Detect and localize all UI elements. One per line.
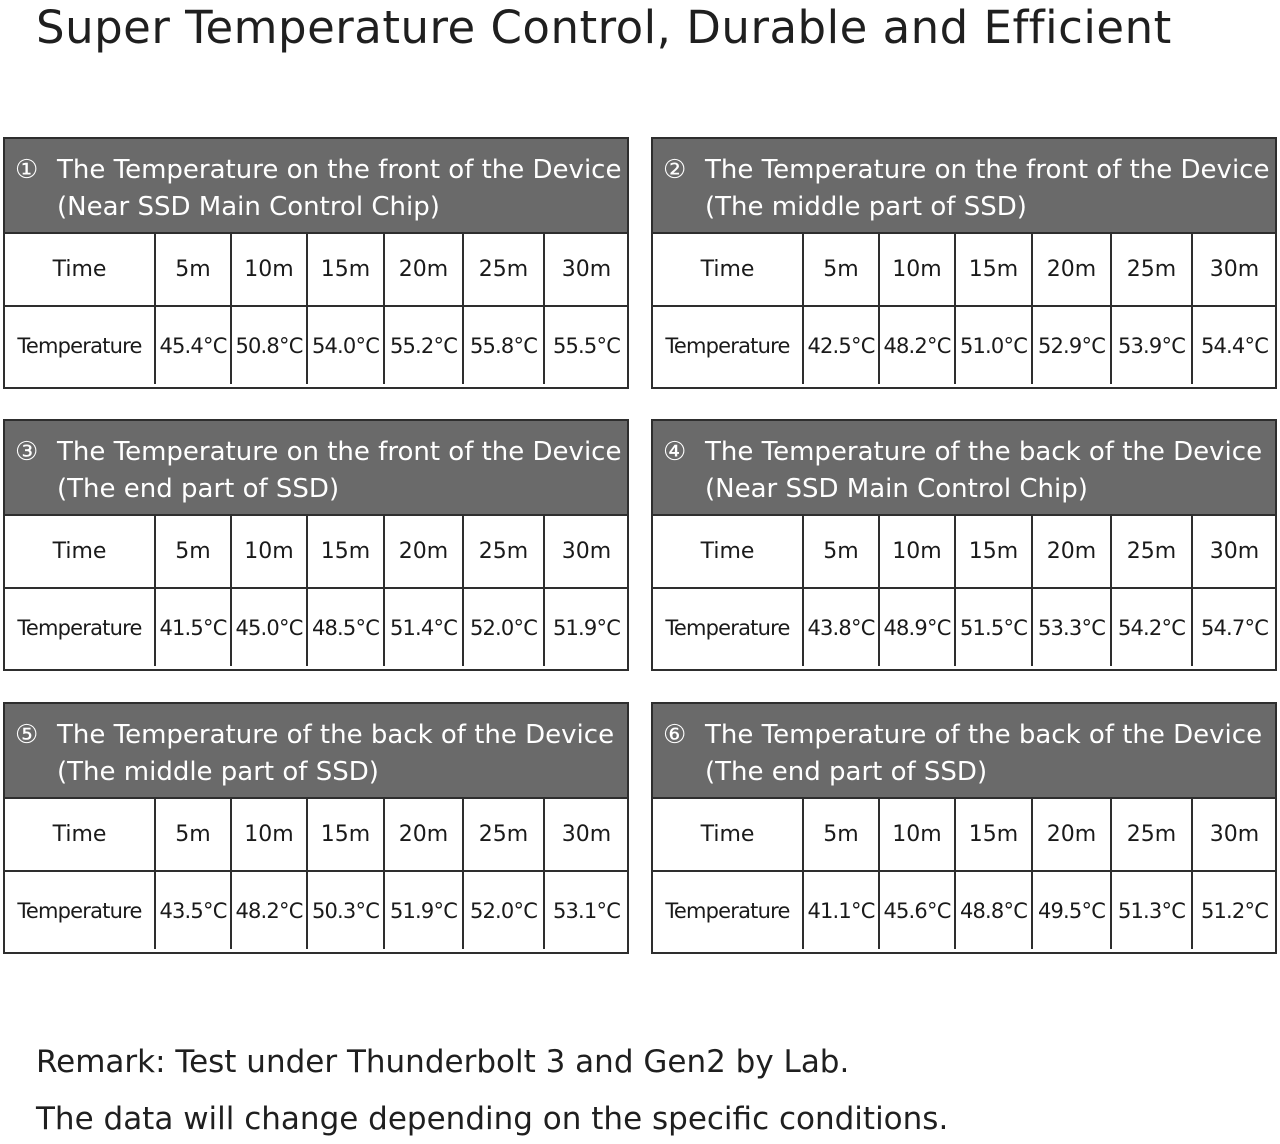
temperature-cell: 52.9°C <box>1032 306 1111 384</box>
temperature-cell: 54.7°C <box>1192 588 1276 666</box>
time-cell: 10m <box>879 516 955 588</box>
panel-heading-line <box>663 152 1275 189</box>
temperature-cell: 43.5°C <box>155 871 231 949</box>
time-cell: 30m <box>1192 516 1276 588</box>
panel-heading-line <box>663 434 1275 471</box>
temperature-cell: 53.9°C <box>1111 306 1192 384</box>
temperature-label-cell: Temperature <box>653 588 803 666</box>
temperature-panel-2 <box>651 137 1277 389</box>
temperature-panel-5 <box>3 702 629 954</box>
page-title: Super Temperature Control, Durable and Efficient <box>36 1 1172 54</box>
time-cell: 15m <box>307 516 384 588</box>
temperature-cell: 48.5°C <box>307 588 384 666</box>
time-cell: 30m <box>544 799 628 871</box>
time-cell: 25m <box>1111 799 1192 871</box>
temperature-cell: 53.1°C <box>544 871 628 949</box>
panel-number: ① <box>15 155 39 185</box>
panel-subheading: (The end part of SSD) <box>705 757 988 787</box>
temperature-cell: 51.3°C <box>1111 871 1192 949</box>
time-cell: 25m <box>463 234 544 306</box>
temperature-cell: 48.8°C <box>955 871 1032 949</box>
remark-line-1: Remark: Test under Thunderbolt 3 and Gen2 by Lab. <box>36 1044 850 1080</box>
temperature-table <box>653 799 1276 949</box>
panel-heading: The Temperature of the back of the Device <box>57 720 615 750</box>
time-label-cell: Time <box>5 799 155 871</box>
time-label-cell: Time <box>653 516 803 588</box>
time-cell: 15m <box>307 234 384 306</box>
temperature-cell: 55.8°C <box>463 306 544 384</box>
time-cell: 5m <box>155 799 231 871</box>
time-row <box>653 516 1276 588</box>
temperature-cell: 54.4°C <box>1192 306 1276 384</box>
temperature-cell: 51.9°C <box>384 871 463 949</box>
temperature-cell: 50.8°C <box>231 306 307 384</box>
remark-line-2: The data will change depending on the specific conditions. <box>36 1101 949 1137</box>
temperature-cell: 52.0°C <box>463 588 544 666</box>
temperature-label-cell: Temperature <box>5 871 155 949</box>
time-cell: 10m <box>231 234 307 306</box>
time-cell: 5m <box>803 516 879 588</box>
panel-header <box>5 421 627 516</box>
temperature-cell: 51.2°C <box>1192 871 1276 949</box>
panel-number: ⑤ <box>15 720 39 750</box>
time-row <box>5 516 628 588</box>
panel-subheading: (The end part of SSD) <box>57 474 340 504</box>
temperature-cell: 50.3°C <box>307 871 384 949</box>
time-cell: 5m <box>803 234 879 306</box>
temperature-cell: 51.5°C <box>955 588 1032 666</box>
temperature-cell: 51.0°C <box>955 306 1032 384</box>
panel-number: ② <box>663 155 687 185</box>
time-cell: 30m <box>544 516 628 588</box>
panel-subheading: (Near SSD Main Control Chip) <box>705 474 1088 504</box>
panel-heading: The Temperature of the back of the Device <box>705 437 1263 467</box>
panel-heading: The Temperature on the front of the Device <box>57 155 622 185</box>
time-cell: 5m <box>803 799 879 871</box>
panel-number: ④ <box>663 437 687 467</box>
time-row <box>653 234 1276 306</box>
panel-heading-line <box>15 434 627 471</box>
temperature-panel-3 <box>3 419 629 671</box>
time-cell: 25m <box>1111 234 1192 306</box>
temperature-table <box>5 516 628 666</box>
panel-header <box>653 704 1275 799</box>
temperature-cell: 45.0°C <box>231 588 307 666</box>
panel-subheading: (Near SSD Main Control Chip) <box>57 192 440 222</box>
temperature-cell: 55.2°C <box>384 306 463 384</box>
temperature-label-cell: Temperature <box>653 306 803 384</box>
panel-subheading: (The middle part of SSD) <box>705 192 1027 222</box>
time-cell: 30m <box>1192 234 1276 306</box>
time-cell: 15m <box>955 234 1032 306</box>
time-label-cell: Time <box>5 234 155 306</box>
temperature-cell: 48.2°C <box>879 306 955 384</box>
panel-subheading: (The middle part of SSD) <box>57 757 379 787</box>
time-label-cell: Time <box>653 234 803 306</box>
panel-header <box>653 139 1275 234</box>
temperature-cell: 51.4°C <box>384 588 463 666</box>
temperature-cell: 52.0°C <box>463 871 544 949</box>
time-cell: 25m <box>463 516 544 588</box>
time-cell: 25m <box>1111 516 1192 588</box>
time-cell: 10m <box>879 234 955 306</box>
time-cell: 20m <box>1032 799 1111 871</box>
temperature-row <box>653 588 1276 666</box>
temperature-label-cell: Temperature <box>5 588 155 666</box>
time-row <box>5 234 628 306</box>
temperature-cell: 43.8°C <box>803 588 879 666</box>
time-cell: 5m <box>155 234 231 306</box>
temperature-cell: 51.9°C <box>544 588 628 666</box>
time-cell: 15m <box>955 799 1032 871</box>
panel-number: ③ <box>15 437 39 467</box>
temperature-label-cell: Temperature <box>5 306 155 384</box>
temperature-cell: 41.1°C <box>803 871 879 949</box>
time-label-cell: Time <box>5 516 155 588</box>
time-label-cell: Time <box>653 799 803 871</box>
temperature-row <box>5 306 628 384</box>
time-cell: 20m <box>384 234 463 306</box>
temperature-cell: 48.9°C <box>879 588 955 666</box>
temperature-row <box>5 871 628 949</box>
temperature-table <box>5 234 628 384</box>
panel-header <box>5 704 627 799</box>
time-cell: 30m <box>1192 799 1276 871</box>
panel-heading: The Temperature on the front of the Device <box>57 437 622 467</box>
time-row <box>5 799 628 871</box>
time-cell: 20m <box>384 516 463 588</box>
temperature-cell: 45.4°C <box>155 306 231 384</box>
time-cell: 30m <box>544 234 628 306</box>
temperature-cell: 48.2°C <box>231 871 307 949</box>
temperature-cell: 55.5°C <box>544 306 628 384</box>
temperature-cell: 53.3°C <box>1032 588 1111 666</box>
panel-heading: The Temperature of the back of the Device <box>705 720 1263 750</box>
time-cell: 10m <box>231 516 307 588</box>
temperature-table <box>653 516 1276 666</box>
time-cell: 20m <box>1032 234 1111 306</box>
panel-number: ⑥ <box>663 720 687 750</box>
temperature-row <box>653 871 1276 949</box>
temperature-table <box>5 799 628 949</box>
temperature-panel-6 <box>651 702 1277 954</box>
time-row <box>653 799 1276 871</box>
panel-heading-line <box>15 152 627 189</box>
time-cell: 20m <box>384 799 463 871</box>
time-cell: 20m <box>1032 516 1111 588</box>
time-cell: 15m <box>955 516 1032 588</box>
temperature-cell: 45.6°C <box>879 871 955 949</box>
panel-heading: The Temperature on the front of the Device <box>705 155 1270 185</box>
panel-header <box>5 139 627 234</box>
time-cell: 10m <box>879 799 955 871</box>
temperature-cell: 54.0°C <box>307 306 384 384</box>
temperature-panel-4 <box>651 419 1277 671</box>
time-cell: 25m <box>463 799 544 871</box>
panel-heading-line <box>15 717 627 754</box>
time-cell: 10m <box>231 799 307 871</box>
temperature-cell: 49.5°C <box>1032 871 1111 949</box>
temperature-row <box>653 306 1276 384</box>
time-cell: 15m <box>307 799 384 871</box>
temperature-label-cell: Temperature <box>653 871 803 949</box>
temperature-row <box>5 588 628 666</box>
panel-heading-line <box>663 717 1275 754</box>
temperature-cell: 42.5°C <box>803 306 879 384</box>
time-cell: 5m <box>155 516 231 588</box>
temperature-panel-1 <box>3 137 629 389</box>
temperature-table <box>653 234 1276 384</box>
panel-header <box>653 421 1275 516</box>
temperature-cell: 41.5°C <box>155 588 231 666</box>
temperature-cell: 54.2°C <box>1111 588 1192 666</box>
